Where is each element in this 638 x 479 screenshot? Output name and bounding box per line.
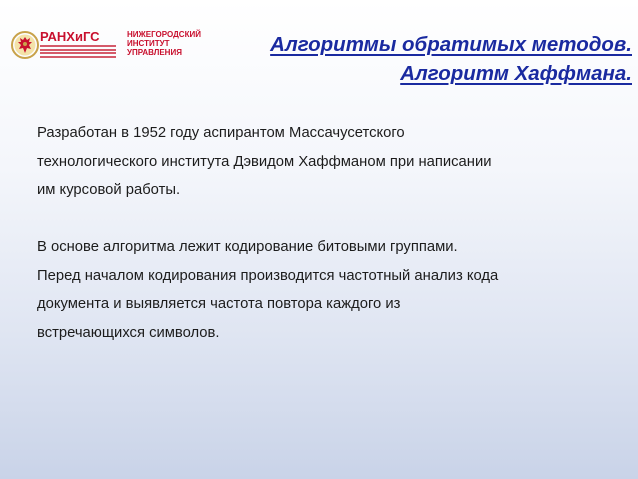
ranepa-logo [10, 30, 120, 60]
paragraph-1-line: им курсовой работы. [37, 182, 181, 198]
slide-body [37, 119, 617, 347]
slide-title-line-2: Алгоритм Хаффмана. [400, 62, 632, 85]
slide-header [0, 0, 638, 100]
paragraph-2-line: встречающихся символов. [37, 324, 220, 341]
double-headed-eagle-emblem-icon [10, 30, 40, 60]
paragraph-2-line: Перед началом кодирования производится частотный анализ кода [37, 267, 499, 284]
paragraph-2-line: В основе алгоритма лежит кодирование битовыми группами. [37, 239, 458, 255]
slide-title-line-1: Алгоритмы обратимых методов. [270, 33, 632, 56]
paragraph-gap [37, 205, 617, 234]
paragraph-1-line: Разработан в 1952 году аспирантом Массачусетского [37, 125, 405, 141]
ranepa-subtitle-lines [40, 45, 116, 59]
ranepa-wordmark: РАНХиГС [40, 29, 100, 44]
nizhny-institute-logo: НИЖЕГОРОДСКИЙ ИНСТИТУТ УПРАВЛЕНИЯ [127, 30, 201, 57]
paragraph-2-line: документа и выявляется частота повтора каждого из [37, 296, 401, 312]
paragraph-1-line: технологического института Дэвидом Хаффманом при написании [37, 153, 492, 170]
